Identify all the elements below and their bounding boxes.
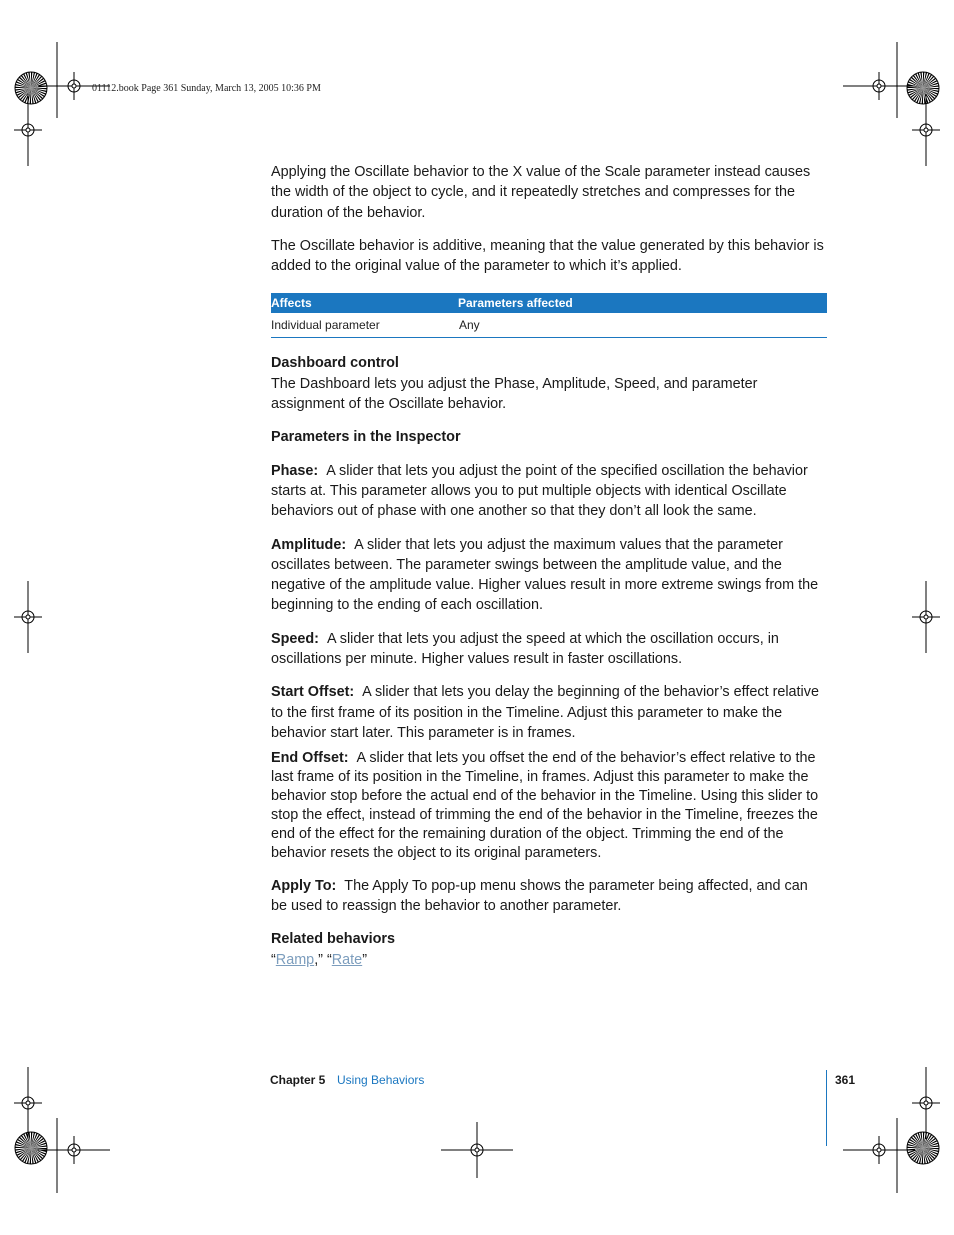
body-paragraph: The Dashboard lets you adjust the Phase, Amplitude, Speed, and parameter assignment of the Oscillate behavior. bbox=[271, 375, 758, 413]
table-header: Affects bbox=[271, 293, 458, 313]
footer-chapter: Chapter 5 bbox=[270, 1073, 326, 1087]
table-row bbox=[271, 313, 827, 338]
parameter-label: Phase: bbox=[271, 462, 319, 479]
section-heading: Parameters in the Inspector bbox=[271, 429, 461, 446]
body-paragraph: The Oscillate behavior is additive, meaning that the value generated by this behavior is added to the original value of the parameter to which it’s applied. bbox=[271, 237, 824, 275]
footer-chapter-title: Using Behaviors bbox=[337, 1073, 425, 1087]
starburst-target-icon bbox=[907, 72, 939, 104]
table-cell: Any bbox=[458, 313, 827, 338]
table-cell: Individual parameter bbox=[271, 313, 458, 338]
footer-divider bbox=[826, 1070, 827, 1146]
section-heading: Dashboard control bbox=[271, 355, 399, 372]
parameter-label: End Offset: bbox=[271, 750, 349, 767]
table-header-row bbox=[271, 293, 827, 313]
parameter-text: A slider that lets you delay the beginning of the behavior’s effect relative to the first frame of its position in the Timeline. Adjust this parameter to make the behavior start later. This parameter is in frames. bbox=[271, 684, 819, 741]
parameter-text: The Apply To pop-up menu shows the parameter being affected, and can be used to reassign the behavior to another parameter. bbox=[271, 877, 808, 914]
parameter-text: A slider that lets you offset the end of the behavior’s effect relative to the last frame of its position in the Timeline, in frames. Adjust this parameter to make the behavior stop before the actual end of the behavior in the Timeline. Using this slider to stop the effect, instead of trimming the end of the behavior in the Timeline, freezes the end of the effect for the remaining duration of the object. Trimming the end of the behavior resets the object to its original parameters. bbox=[271, 750, 819, 861]
parameter-entry bbox=[271, 682, 827, 743]
page-number: 361 bbox=[835, 1073, 856, 1087]
print-slug: 01112.book Page 361 Sunday, March 13, 2005 10:36 PM bbox=[92, 83, 321, 94]
parameter-entry bbox=[271, 461, 827, 522]
starburst-target-icon bbox=[15, 72, 47, 104]
parameter-entry bbox=[271, 876, 827, 917]
section-heading: Related behaviors bbox=[271, 931, 395, 948]
starburst-target-icon bbox=[15, 1132, 47, 1164]
parameter-text: A slider that lets you adjust the maximum values that the parameter oscillates between. The parameter swings between the amplitude value, and the negative of the amplitude value. Higher values result in more extreme swings from the beginning to the ending of each oscillation. bbox=[271, 536, 819, 614]
parameter-label: Start Offset: bbox=[271, 684, 355, 701]
body-paragraph: Applying the Oscillate behavior to the X value of the Scale parameter instead causes the width of the object to cycle, and it repeatedly stretches and compresses for the duration of the behavior. bbox=[271, 164, 811, 221]
page-body bbox=[271, 162, 827, 970]
parameter-entry bbox=[271, 535, 827, 616]
parameter-text: A slider that lets you adjust the point of the specified oscillation the behavior starts at. This parameter allows you to put multiple objects with identical Oscillate behaviors out of phase with one another so that they don’t all look the same. bbox=[271, 462, 808, 520]
parameter-entry bbox=[271, 629, 827, 670]
link-ramp[interactable]: Ramp bbox=[275, 951, 315, 968]
link-rate[interactable]: Rate bbox=[331, 951, 363, 968]
parameter-text: A slider that lets you adjust the speed at which the oscillation occurs, in oscillations per minute. Higher values result in faster oscillations. bbox=[271, 630, 779, 668]
parameter-label: Apply To: bbox=[271, 877, 337, 894]
parameter-label: Speed: bbox=[271, 630, 319, 647]
quote-separator: ,” “ bbox=[314, 951, 332, 968]
parameter-label: Amplitude: bbox=[271, 536, 347, 553]
related-links bbox=[271, 950, 827, 970]
table-header: Parameters affected bbox=[458, 293, 827, 313]
starburst-target-icon bbox=[907, 1132, 939, 1164]
quote-mark: “ bbox=[271, 951, 276, 968]
parameter-entry bbox=[271, 749, 827, 862]
quote-mark: ” bbox=[362, 951, 367, 968]
affects-table bbox=[271, 293, 827, 338]
